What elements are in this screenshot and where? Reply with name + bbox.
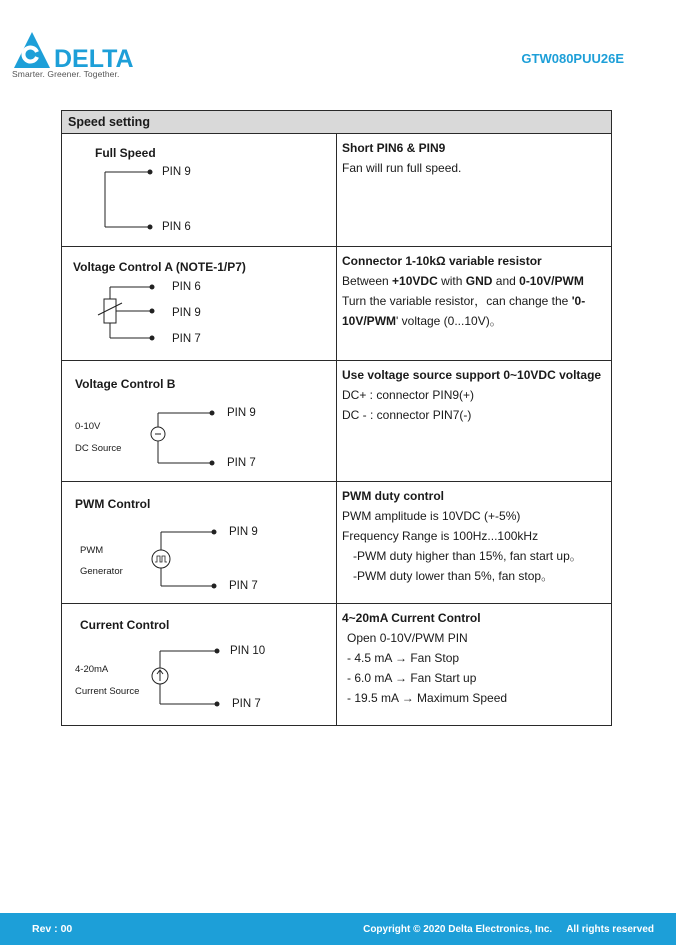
pin-label: PIN 6: [162, 221, 191, 233]
description-line: Between +10VDC with GND and 0-10V/PWM: [342, 274, 584, 288]
pin-label: PIN 7: [232, 698, 261, 710]
pin-label: PIN 7: [172, 333, 201, 345]
table-row: [62, 361, 612, 482]
table-row: [62, 247, 612, 361]
pwm-generator-icon: [152, 550, 170, 568]
source-label: Generator: [80, 566, 123, 577]
pin-label: PIN 10: [230, 645, 266, 657]
source-label: DC Source: [75, 443, 122, 454]
description-line: Turn the variable resistor，can change the '0-: [342, 294, 586, 308]
description-line: DC - : connector PIN7(-): [342, 408, 472, 422]
voltage-control-a-title: Voltage Control A (NOTE-1/P7): [73, 260, 246, 274]
row-title: Use voltage source support 0~10VDC voltage: [342, 368, 602, 382]
current-control-title: Current Control: [80, 618, 170, 632]
pwm-control-diagram: [62, 482, 337, 604]
rights-text: All rights reserved: [566, 924, 654, 935]
pwm-control-description: [337, 482, 612, 604]
source-label: 0-10V: [75, 421, 101, 432]
delta-triangle-icon: [12, 26, 152, 70]
description-line: -PWM duty higher than 15%, fan start up。: [353, 549, 582, 563]
voltage-control-b-diagram: [62, 361, 337, 482]
current-control-diagram: [62, 604, 337, 726]
row-title: Short PIN6 & PIN9: [342, 141, 446, 155]
pin-label: PIN 7: [229, 580, 258, 592]
pin-label: PIN 9: [172, 307, 201, 319]
source-label: Current Source: [75, 686, 140, 697]
source-label: 4-20mA: [75, 664, 109, 675]
footer-bar: [0, 913, 676, 945]
table-heading: Speed setting: [62, 111, 612, 134]
pin-label: PIN 6: [172, 281, 201, 293]
voltage-control-a-description: [337, 247, 612, 361]
full-speed-diagram: [62, 134, 337, 247]
revision: Rev : 00: [32, 923, 73, 935]
tagline: Smarter. Greener. Together.: [12, 69, 120, 79]
pin-label: PIN 7: [227, 457, 256, 469]
copyright-text: Copyright © 2020 Delta Electronics, Inc.: [363, 924, 553, 935]
row-title: Connector 1-10kΩ variable resistor: [342, 254, 542, 268]
table-row: [62, 482, 612, 604]
table-row: [62, 604, 612, 726]
pin-dot: [148, 225, 153, 230]
row-title: 4~20mA Current Control: [342, 611, 481, 625]
pin-label: PIN 9: [229, 526, 258, 538]
pwm-control-title: PWM Control: [75, 497, 151, 511]
description-line: - 6.0 mA → Fan Start up: [347, 671, 477, 685]
full-speed-description: [337, 134, 612, 247]
copyright: [363, 924, 654, 935]
description-line: Frequency Range is 100Hz...100kHz: [342, 529, 539, 543]
pin-label: PIN 9: [227, 407, 256, 419]
voltage-control-b-title: Voltage Control B: [75, 377, 176, 391]
row-title: PWM duty control: [342, 489, 444, 503]
description-line: 10V/PWM' voltage (0...10V)。: [342, 314, 502, 328]
full-speed-title: Full Speed: [95, 146, 156, 160]
description-line: PWM amplitude is 10VDC (+-5%): [342, 509, 521, 523]
voltage-control-a-diagram: [62, 247, 337, 361]
brand-text: DELTA: [54, 45, 134, 70]
description-line: - 4.5 mA → Fan Stop: [347, 651, 460, 665]
description-line: Open 0-10V/PWM PIN: [347, 631, 468, 645]
source-label: PWM: [80, 545, 104, 556]
description-line: DC+ : connector PIN9(+): [342, 388, 475, 402]
voltage-control-b-description: [337, 361, 612, 482]
speed-setting-table: [61, 110, 612, 726]
description-line: Fan will run full speed.: [342, 161, 462, 175]
table-row: [62, 134, 612, 247]
model-number: GTW080PUU26E: [521, 51, 624, 66]
description-line: - 19.5 mA → Maximum Speed: [347, 691, 508, 705]
voltage-control-a-wiring: [62, 247, 279, 360]
table-heading-row: [62, 111, 612, 134]
pin-dot: [148, 170, 153, 175]
current-control-description: [337, 604, 612, 726]
description-line: -PWM duty lower than 5%, fan stop。: [353, 569, 554, 583]
pin-label: PIN 9: [162, 166, 191, 178]
